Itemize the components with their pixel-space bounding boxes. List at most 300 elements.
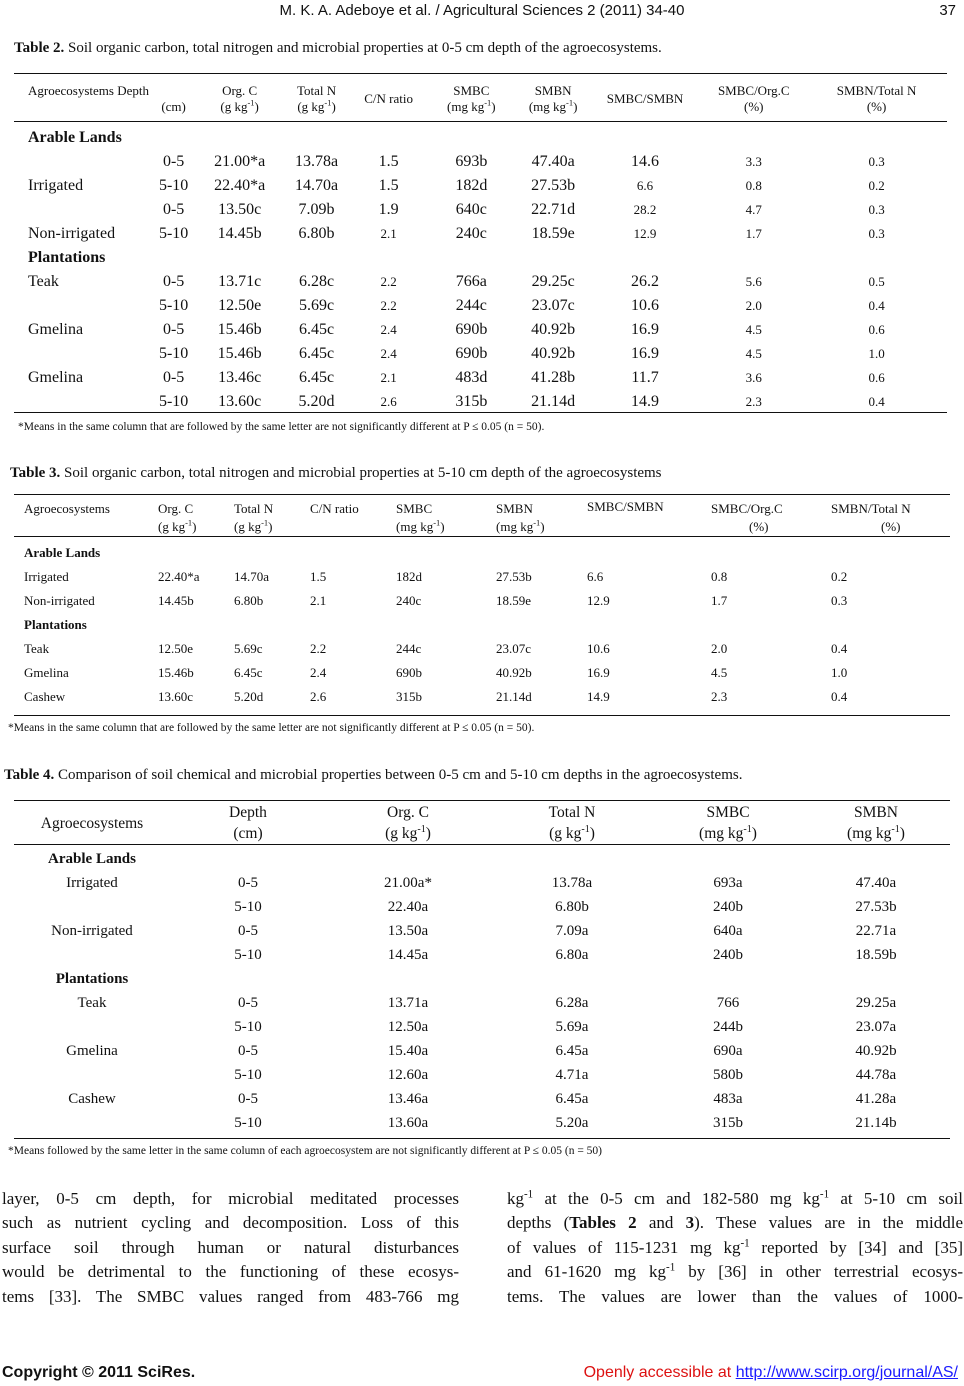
table-row [14,685,950,709]
table2-cell-pct-c: 0.8 [745,178,762,193]
table2-cell-smbn: 21.14d [531,393,576,410]
table2-cell-agro: Gmelina [28,369,84,386]
table2-cell-depth: 5-10 [158,297,189,314]
table2-cell-smbc: 693b [455,153,488,170]
table2-cell-orgc: 13.46c [218,369,262,386]
table2-cell-ratio: 14.9 [631,393,660,410]
table4-caption-text: Comparison of soil chemical and microbial properties between 0-5 cm and 5-10 cm depths in the agroecosystems. [58,767,743,783]
table4-caption [4,767,742,784]
table-row [14,895,950,919]
table2-cell-ratio: 6.6 [636,178,654,193]
table2-cell-smbc: 640c [455,201,487,218]
table3-cell-cn: 2.2 [310,641,327,656]
table3-cell-totaln: 5.69c [234,641,263,656]
table2-cell-cn: 1.5 [378,153,399,170]
table4-cell-totaln: 7.09a [555,922,589,939]
table2-cell-pct-n: 0.5 [868,274,885,289]
table4-cell-orgc: 13.60a [387,1114,429,1131]
table4-label: Table 4. [4,767,55,783]
body-right-line: and 61-1620 mg $kg^{-1}$ by [36] in other terrestrial ecosys- [507,1261,963,1282]
table4-cell-agro: Teak [77,994,107,1011]
table4-cell-agro [14,1111,170,1135]
table2-cell-pct-c: 3.3 [745,154,762,169]
table2-cell-smbc: 483d [455,369,488,386]
table3-cell-cn: 2.6 [310,689,327,704]
table2-cell-depth: 5-10 [158,345,189,362]
table2-cell-orgc: 13.50c [218,201,262,218]
table2-cell-smbc: 766a [455,273,487,290]
table3-cell-pct-n: 0.4 [831,641,848,656]
footer-access [584,1364,958,1382]
table2-cell-depth: 0-5 [162,273,185,290]
table3-cell-orgc: 22.40*a [158,569,200,584]
table-row [14,661,950,685]
table2-cell-depth: 0-5 [162,153,185,170]
body-left-line: such as nutrient cycling and decomposition. Loss of this [2,1213,459,1233]
table2-cell-smbn: 40.92b [531,345,576,362]
table3-caption-text: Soil organic carbon, total nitrogen and microbial properties at 5-10 cm depth of the agroecosystems [64,465,662,481]
table4-group-row: Arable Lands [48,850,136,867]
table3-col-agro: Agroecosystems [24,501,110,516]
table4-cell-smbc: 315b [713,1114,743,1131]
table4-cell-smbc: 766 [716,994,740,1011]
table2-cell-ratio: 14.6 [631,153,660,170]
body-right-line: tems. The values are lower than the values of 1000- [507,1286,963,1306]
table2-cell-pct-n: 0.3 [868,202,885,217]
table2-cell-depth: 5-10 [158,225,189,242]
table-row [14,637,950,661]
table-row [14,565,950,589]
table3-cell-totaln: 14.70a [234,569,270,584]
table4-cell-depth: 0-5 [238,1042,258,1059]
table4-cell-orgc: 15.40a [387,1042,429,1059]
table2-cell-totaln: 6.45c [298,345,335,362]
table2-cell-depth: 0-5 [162,201,185,218]
table4-top-rule [14,800,950,801]
table2-cell-totaln: 6.28c [298,273,335,290]
table-row [14,342,947,366]
table3-bottom-rule [14,715,950,716]
table3-cell-pct-n: 1.0 [831,665,848,680]
table3-col-smbc: SMBC (mg $kg^{-1}$) [396,501,445,534]
table2-cell-totaln: 7.09b [298,201,335,218]
table-row [14,919,950,943]
table4-cell-smbc: 580b [713,1066,743,1083]
table-row [14,270,947,294]
copyright: Copyright © 2011 SciRes. [2,1364,196,1381]
table2-top-rule [14,73,947,74]
access-text: Openly accessible at [583,1364,736,1381]
table3-cell-cn: 2.4 [310,665,327,680]
body-left-line: tems [33]. The SMBC values ranged from 483-766 mg [2,1286,459,1306]
table4-cell-agro [14,943,170,967]
table2-caption-text: Soil organic carbon, total nitrogen and microbial properties at 0-5 cm depth of the agroecosystems. [68,40,662,56]
table2-cell-agro [14,390,149,414]
table4-col-smbc: SMBC (mg $kg^{-1}$) [699,804,757,842]
table4-cell-smbc: 483a [713,1090,743,1107]
table3-cell-smbn: 21.14d [496,689,532,704]
table2-cell-smbc: 690b [455,321,488,338]
table2-col-smbn-totaln: SMBN/Total N (%) [836,83,917,114]
table2-col-cn: C/N ratio [364,91,413,106]
table4-cell-smbn: 23.07a [855,1018,897,1035]
table-row [14,174,947,198]
table4-cell-depth: 0-5 [238,994,258,1011]
table4-cell-agro: Gmelina [66,1042,118,1059]
table3-indent [14,685,24,709]
table4-cell-orgc: 12.60a [387,1066,429,1083]
table4-cell-agro [14,895,170,919]
table2-cell-depth: 0-5 [162,321,185,338]
table3-indent [14,661,24,685]
table3-cell-smbn: 40.92b [496,665,532,680]
table2-col-agro: Agroecosystems Depth [28,83,149,98]
table2-cell-cn: 2.1 [380,226,397,241]
table2 [14,77,947,414]
table2-cell-smbn: 29.25c [531,273,575,290]
table-row [14,1039,950,1063]
table4-cell-smbn: 22.71a [855,922,897,939]
table3-top-rule [14,494,950,495]
body-right-line: depths (Tables 2 and 3). These values are in the middle [507,1213,963,1233]
table4-cell-smbc: 640a [713,922,743,939]
table4-cell-smbn: 21.14b [855,1114,897,1131]
body-right-column [507,1187,963,1309]
table3-note: *Means in the same column that are followed by the same letter are not significantly different at P ≤ 0.05 (n = 50). [8,722,535,734]
table2-cell-smbn: 27.53b [531,177,576,194]
table2-col-smbc-smbn: SMBC/SMBN [606,91,684,106]
table4-cell-depth: 0-5 [238,874,258,891]
table2-cell-ratio: 10.6 [631,297,660,314]
table2-col-depth: (cm) [161,99,186,114]
table4-cell-orgc: 12.50a [387,1018,429,1035]
table3-cell-totaln: 6.45c [234,665,263,680]
table3-cell-cn: 2.1 [310,593,327,608]
table4-group-row: Plantations [55,970,129,987]
table2-cell-smbn: 18.59e [531,225,575,242]
table3-cell-smbn: 27.53b [496,569,532,584]
table3-col-smbn: SMBN (mg $kg^{-1}$) [496,501,545,534]
body-right-line: $kg^{-1}$ at the 0-5 cm and 182-580 mg $kg^{-1}$ at 5-10 cm soil [507,1188,963,1208]
table4-col-depth: Depth (cm) [229,804,267,842]
table2-cell-pct-n: 0.6 [868,370,885,385]
table2-cell-pct-c: 3.6 [745,370,762,385]
table4-cell-totaln: 6.28a [555,994,589,1011]
table4-cell-orgc: 13.46a [387,1090,429,1107]
table3-col-totaln: Total N (g $kg^{-1}$) [234,501,274,534]
table-row [14,294,947,318]
table3-cell-pct-c: 4.5 [711,665,728,680]
table2-cell-ratio: 16.9 [631,321,660,338]
table3-group-row: Plantations [24,617,87,632]
table-ref-link: 3 [685,1213,695,1233]
table3 [14,500,950,709]
table2-cell-ratio: 11.7 [631,369,659,386]
table2-cell-ratio: 28.2 [633,202,657,217]
table2-cell-smbc: 315b [455,393,488,410]
table4-cell-smbc: 690a [713,1042,743,1059]
table3-cell-ratio: 6.6 [587,569,604,584]
table2-cell-agro: Irrigated [28,177,84,194]
table2-cell-cn: 1.9 [378,201,399,218]
table2-cell-smbn: 47.40a [531,153,575,170]
table2-cell-smbc: 690b [455,345,488,362]
table2-cell-smbn: 41.28b [531,369,576,386]
table2-cell-smbc: 244c [455,297,487,314]
table2-cell-pct-c: 2.3 [745,394,762,409]
table2-cell-ratio: 26.2 [631,273,660,290]
table3-indent [14,589,24,613]
table3-cell-totaln: 5.20d [234,689,264,704]
table2-cell-pct-n: 0.4 [868,394,885,409]
running-header [0,2,964,22]
table3-cell-cn: 1.5 [310,569,327,584]
table-row [14,318,947,342]
table3-col-smbc-orgc: SMBC/Org.C (%) [711,501,783,534]
table2-cell-totaln: 13.78a [294,153,339,170]
table2-cell-pct-n: 0.4 [868,298,885,313]
body-left-line: would be detrimental to the functioning of these ecosys- [2,1262,459,1282]
table3-cell-smbc: 182d [396,569,422,584]
table2-col-smbn: SMBN (mg $kg^{-1}$) [528,83,578,114]
table2-bottom-rule [14,412,947,413]
table4-cell-smbn: 29.25a [855,994,897,1011]
table2-cell-agro [14,294,149,318]
table4-cell-totaln: 6.80a [555,946,589,963]
table3-cell-orgc: 13.60c [158,689,194,704]
table4-cell-totaln: 4.71a [555,1066,589,1083]
table2-note: *Means in the same column that are followed by the same letter are not significantly different at P ≤ 0.05 (n = 50). [18,421,545,433]
table-row [14,871,950,895]
table3-cell-pct-n: 0.3 [831,593,848,608]
table3-caption [10,465,662,482]
table2-col-smbc-orgc: SMBC/Org.C (%) [717,83,790,114]
table-row [14,222,947,246]
table2-caption [14,40,662,57]
table2-cell-agro [14,150,149,174]
table2-cell-depth: 5-10 [158,177,189,194]
body-right-line: of values of 115-1231 mg $kg^{-1}$ reported by [34] and [35] [507,1237,963,1257]
table3-cell-pct-c: 2.3 [711,689,728,704]
table2-cell-totaln: 6.45c [298,321,335,338]
table-row [14,366,947,390]
table4-cell-smbc: 240b [713,946,743,963]
table2-col-orgc: Org. C (g $kg^{-1}$) [220,83,259,114]
table3-cell-agro: Cashew [24,689,66,704]
table4-cell-orgc: 13.71a [387,994,429,1011]
table4-cell-totaln: 6.45a [555,1042,589,1059]
table4-cell-totaln: 6.45a [555,1090,589,1107]
table2-cell-cn: 2.4 [380,346,397,361]
table3-cell-smbc: 244c [396,641,422,656]
table2-cell-agro [14,198,149,222]
table-row [14,1111,950,1135]
table-row [14,589,950,613]
table2-cell-smbc: 182d [455,177,488,194]
table4-cell-agro: Irrigated [66,874,118,891]
table4-cell-orgc: 14.45a [387,946,429,963]
table4-cell-depth: 5-10 [234,1066,262,1083]
table3-cell-agro: Teak [24,641,50,656]
table4-cell-smbn: 41.28a [855,1090,897,1107]
table3-label: Table 3. [10,465,61,481]
table2-cell-smbn: 40.92b [531,321,576,338]
table3-cell-pct-c: 2.0 [711,641,728,656]
table-row [14,198,947,222]
table2-cell-pct-c: 4.7 [745,202,762,217]
table2-cell-agro [14,342,149,366]
table4-cell-smbn: 27.53b [855,898,897,915]
table3-col-orgc: Org. C (g $kg^{-1}$) [158,501,197,534]
table-row [14,150,947,174]
table2-cell-cn: 1.5 [378,177,399,194]
table2-cell-totaln: 6.45c [298,369,335,386]
running-title: M. K. A. Adeboye et al. / Agricultural Sciences 2 (2011) 34-40 [279,2,685,19]
table4-cell-agro: Non-irrigated [51,922,133,939]
table4-cell-smbn: 40.92b [855,1042,897,1059]
table2-cell-totaln: 5.20d [298,393,335,410]
table2-cell-orgc: 15.46b [217,345,262,362]
table4-cell-agro [14,1015,170,1039]
table3-cell-pct-c: 0.8 [711,569,728,584]
table2-cell-pct-c: 5.6 [745,274,762,289]
table2-cell-agro: Gmelina [28,321,84,338]
table2-cell-cn: 2.1 [380,370,397,385]
table4-cell-depth: 5-10 [234,1018,262,1035]
table-row [14,1063,950,1087]
table2-cell-cn: 2.2 [380,298,397,313]
table3-cell-orgc: 14.45b [158,593,194,608]
table4-cell-depth: 5-10 [234,898,262,915]
table3-cell-smbn: 23.07c [496,641,532,656]
table3-cell-pct-c: 1.7 [711,593,728,608]
table3-cell-agro: Non-irrigated [24,593,95,608]
table2-cell-orgc: 12.50e [218,297,262,314]
table2-cell-smbn: 23.07c [531,297,575,314]
table2-cell-depth: 5-10 [158,393,189,410]
table4-cell-totaln: 5.69a [555,1018,589,1035]
table3-indent [14,565,24,589]
table2-cell-depth: 0-5 [162,369,185,386]
table4-cell-smbn: 18.59b [855,946,897,963]
table2-cell-ratio: 12.9 [633,226,657,241]
table2-cell-pct-c: 4.5 [745,322,762,337]
table2-cell-smbn: 22.71d [531,201,576,218]
table-row [14,390,947,414]
table-ref-link: Tables 2 [569,1213,637,1233]
table4-col-smbn: SMBN (mg $kg^{-1}$) [847,804,905,842]
table2-cell-orgc: 14.45b [217,225,262,242]
table3-cell-ratio: 12.9 [587,593,610,608]
table3-cell-pct-n: 0.4 [831,689,848,704]
table4-cell-depth: 5-10 [234,1114,262,1131]
table2-header-row [14,77,947,122]
table4-cell-orgc: 13.50a [387,922,429,939]
table4-cell-smbn: 47.40a [855,874,897,891]
table3-cell-ratio: 14.9 [587,689,610,704]
table2-cell-cn: 2.6 [380,394,397,409]
body-left-column [2,1187,459,1309]
table4-cell-totaln: 6.80b [555,898,589,915]
table4-bottom-rule [14,1138,950,1139]
table3-cell-smbc: 315b [396,689,422,704]
table4-cell-depth: 0-5 [238,922,258,939]
table3-cell-orgc: 15.46b [158,665,194,680]
table4-cell-depth: 5-10 [234,946,262,963]
body-left-line: layer, 0-5 cm depth, for microbial meditated processes [2,1189,459,1208]
table2-cell-pct-c: 4.5 [745,346,762,361]
table3-cell-agro: Irrigated [24,569,69,584]
table3-group-row: Arable Lands [24,545,101,560]
body-left-line: surface soil through human or natural disturbances [2,1237,459,1257]
table2-cell-orgc: 15.46b [217,321,262,338]
table2-cell-ratio: 16.9 [631,345,660,362]
table4-col-totaln: Total N (g $kg^{-1}$) [548,804,596,842]
table-row [14,1015,950,1039]
table2-cell-pct-n: 0.2 [868,178,885,193]
table2-cell-pct-c: 1.7 [745,226,762,241]
table3-cell-orgc: 12.50e [158,641,194,656]
table4-cell-depth: 0-5 [238,1090,258,1107]
table2-cell-pct-c: 2.0 [745,298,762,313]
table4-cell-orgc: 21.00a* [384,874,432,891]
journal-link[interactable]: http://www.scirp.org/journal/AS/ [735,1364,958,1381]
table2-cell-orgc: 21.00*a [214,153,266,170]
table2-cell-pct-n: 0.3 [868,154,885,169]
table2-cell-totaln: 6.80b [298,225,335,242]
table-row [14,943,950,967]
page-number: 37 [939,2,956,19]
table2-cell-orgc: 13.60c [218,393,262,410]
table-row [14,991,950,1015]
table4-cell-agro: Cashew [68,1090,116,1107]
table3-cell-smbn: 18.59e [496,593,532,608]
table4-cell-smbc: 693a [713,874,743,891]
table3-cell-pct-n: 0.2 [831,569,848,584]
table4-cell-smbc: 244b [713,1018,743,1035]
table2-cell-orgc: 22.40*a [214,177,266,194]
table3-col-cn: C/N ratio [310,501,359,516]
table3-cell-ratio: 10.6 [587,641,610,656]
table2-cell-agro: Teak [28,273,59,290]
table3-col-smbc-smbn: SMBC/SMBN [587,499,664,514]
table2-cell-smbc: 240c [455,225,487,242]
table3-col-smbn-totaln: SMBN/Total N (%) [831,501,911,534]
table2-group-row: Plantations [28,249,106,266]
table3-indent [14,637,24,661]
table2-group-row: Arable Lands [28,129,122,146]
table2-cell-totaln: 5.69c [298,297,335,314]
table2-cell-cn: 2.2 [380,274,397,289]
table4-cell-totaln: 5.20a [555,1114,589,1131]
table3-cell-smbc: 240c [396,593,422,608]
table4-cell-agro [14,1063,170,1087]
table-row [14,1087,950,1111]
table2-cell-pct-n: 1.0 [868,346,885,361]
table4 [14,802,950,1135]
table2-cell-agro: Non-irrigated [28,225,116,242]
table3-cell-agro: Gmelina [24,665,69,680]
table4-cell-orgc: 22.40a [387,898,429,915]
table4-cell-smbc: 240b [713,898,743,915]
table4-header-row [14,802,950,845]
table3-cell-totaln: 6.80b [234,593,264,608]
table2-label: Table 2. [14,40,65,56]
table2-cell-totaln: 14.70a [294,177,339,194]
table2-col-smbc: SMBC (mg $kg^{-1}$) [447,83,496,114]
table2-cell-cn: 2.4 [380,322,397,337]
table4-col-orgc: Org. C (g $kg^{-1}$) [385,804,431,842]
